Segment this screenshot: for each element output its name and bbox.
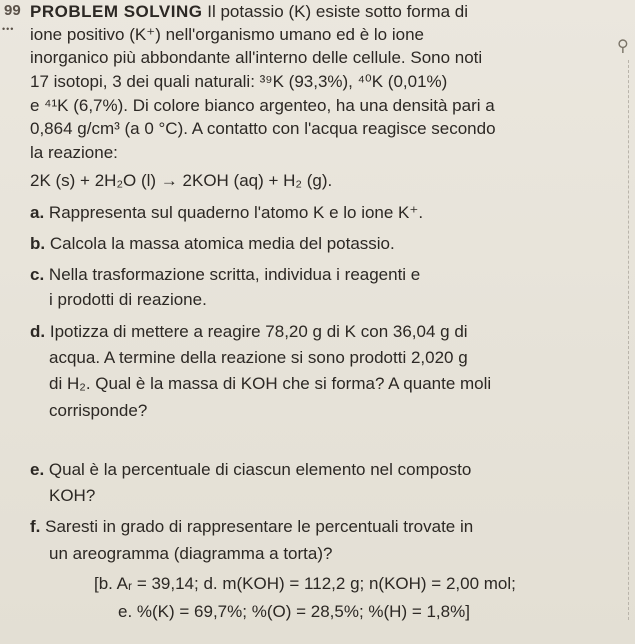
question-label: f. xyxy=(30,517,41,536)
question-label: a. xyxy=(30,203,45,222)
problem-line-3: 17 isotopi, 3 dei quali naturali: ³⁹K (93,3%), ⁴⁰K (0,01%) xyxy=(30,72,448,91)
question-text: Calcola la massa atomica media del potassio. xyxy=(49,234,395,253)
question-d xyxy=(30,321,468,343)
question-d-line-2: acqua. A termine della reazione si sono prodotti 2,020 g xyxy=(49,348,468,367)
answers-line-2: e. %(K) = 69,7%; %(O) = 28,5%; %(H) = 1,8%] xyxy=(118,602,470,621)
problem-first-line xyxy=(30,1,468,23)
question-text: Rappresenta sul quaderno l'atomo K e lo ione K⁺. xyxy=(48,203,424,222)
problem-title: PROBLEM SOLVING xyxy=(30,2,203,21)
reaction-equation: 2K (s) + 2H₂O (l) → 2KOH (aq) + H₂ (g). xyxy=(30,171,333,190)
question-label: e. xyxy=(30,460,45,479)
difficulty-dots: ••• xyxy=(2,24,15,34)
question-text: Qual è la percentuale di ciascun elemento nel composto xyxy=(48,460,472,479)
problem-line-2: inorganico più abbondante all'interno delle cellule. Sono noti xyxy=(30,48,483,67)
answers-line-1: [b. Aᵣ = 39,14; d. m(KOH) = 112,2 g; n(KOH) = 2,00 mol; xyxy=(94,574,516,593)
question-text: Nella trasformazione scritta, individua i reagenti e xyxy=(48,265,421,284)
question-text: Ipotizza di mettere a reagire 78,20 g di K con 36,04 g di xyxy=(49,322,468,341)
question-f xyxy=(30,516,473,538)
question-c-line-2: i prodotti di reazione. xyxy=(49,290,207,309)
question-label: b. xyxy=(30,234,46,253)
corner-pin-icon: ⚲ xyxy=(617,38,629,55)
problem-line-6: la reazione: xyxy=(30,143,118,162)
problem-line-0: Il potassio (K) esiste sotto forma di xyxy=(207,2,468,21)
page-edge-dashed-line xyxy=(627,60,629,620)
question-d-line-3: di H₂. Qual è la massa di KOH che si forma? A quante moli xyxy=(49,374,492,393)
question-e xyxy=(30,459,471,481)
problem-line-5: 0,864 g/cm³ (a 0 °C). A contatto con l'acqua reagisce secondo xyxy=(30,119,496,138)
question-d-line-4: corrisponde? xyxy=(49,401,148,420)
question-text: Saresti in grado di rappresentare le percentuali trovate in xyxy=(45,517,474,536)
question-e-line-2: KOH? xyxy=(49,486,96,505)
question-a xyxy=(30,202,423,224)
question-f-line-2: un areogramma (diagramma a torta)? xyxy=(49,544,333,563)
problem-line-4: e ⁴¹K (6,7%). Di colore bianco argenteo, ha una densità pari a xyxy=(30,96,495,115)
problem-number: 99 xyxy=(4,2,21,19)
problem-line-1: ione positivo (K⁺) nell'organismo umano ed è lo ione xyxy=(30,25,424,44)
question-label: c. xyxy=(30,265,45,284)
question-c xyxy=(30,264,420,286)
question-b xyxy=(30,233,395,255)
question-label: d. xyxy=(30,322,46,341)
